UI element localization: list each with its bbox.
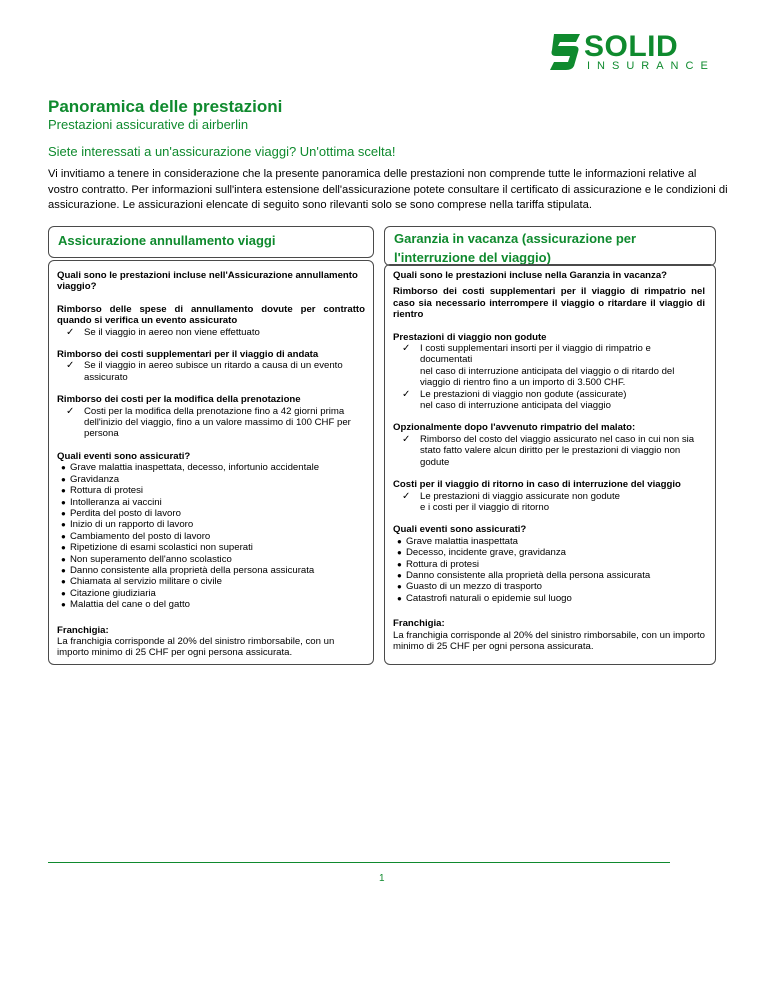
right-section-1-title: Prestazioni di viaggio non godute <box>393 331 547 343</box>
check-item-text: Le prestazioni di viaggio assicurate non godute e i costi per il viaggio di ritorno <box>420 490 621 513</box>
right-franchise <box>393 618 705 652</box>
left-section-1-title: Rimborso delle spese di annullamento dovute per contratto quando si verifica un evento assicurato <box>57 303 365 327</box>
check-item-text: Costi per la modifica della prenotazione fino a 42 giorni prima dell'inizio del viaggio, fino a un valore massimo di 100 CHF per persona <box>84 405 351 440</box>
list-item-text: Rottura di protesi <box>70 485 144 497</box>
list-item <box>61 519 365 530</box>
list-item-text: Gravidanza <box>70 473 120 485</box>
list-item-text: Grave malattia inaspettata, decesso, infortunio accidentale <box>70 462 320 474</box>
solid-logo-mark-icon <box>548 32 582 72</box>
bullet-icon: ● <box>61 531 66 541</box>
list-item <box>61 554 365 565</box>
check-item-text: Le prestazioni di viaggio non godute (assicurate) nel caso di interruzione anticipata del viaggio <box>420 388 627 412</box>
right-intro-title: Rimborso dei costi supplementari per il viaggio di rimpatrio nel caso sia necessario interrompere il viaggio o ritardare il viaggio di rientro <box>393 286 705 321</box>
check-icon: ✓ <box>402 490 411 502</box>
right-franchise-title: Franchigia: <box>393 618 445 630</box>
bullet-icon: ● <box>61 565 66 575</box>
bullet-icon: ● <box>61 508 66 518</box>
right-content <box>393 270 705 652</box>
right-events <box>393 524 705 604</box>
right-section-2-title: Opzionalmente dopo l'avvenuto rimpatrio del malato: <box>393 422 636 434</box>
left-events <box>57 451 365 611</box>
check-item-text: Se il viaggio in aereo subisce un ritardo a causa di un evento assicurato <box>84 360 343 383</box>
list-item <box>61 599 365 610</box>
list-item <box>397 593 705 604</box>
right-section-3-title: Costi per il viaggio di ritorno in caso di interruzione del viaggio <box>393 479 681 491</box>
right-section-3 <box>393 479 705 513</box>
list-item <box>61 462 365 473</box>
check-item <box>402 491 705 514</box>
list-item-text: Catastrofi naturali o epidemie sul luogo <box>406 592 572 604</box>
bullet-icon: ● <box>61 520 66 530</box>
list-item <box>61 508 365 519</box>
list-item-text: Cambiamento del posto di lavoro <box>70 530 211 542</box>
bullet-icon: ● <box>397 593 402 603</box>
list-item <box>397 536 705 547</box>
left-section-2 <box>57 349 365 383</box>
bullet-icon: ● <box>397 559 402 569</box>
bullet-icon: ● <box>61 600 66 610</box>
bullet-icon: ● <box>61 497 66 507</box>
left-content <box>57 270 365 659</box>
check-item-text: I costi supplementari insorti per il viaggio di rimpatrio e documentati nel caso di interruzione anticipata del viaggio o di ritardo del viaggio di rientro fino a un importo di 3.500 CHF. <box>420 343 675 389</box>
list-item <box>61 531 365 542</box>
bullet-icon: ● <box>61 577 66 587</box>
list-item <box>397 547 705 558</box>
list-item <box>61 497 365 508</box>
page-subtitle: Prestazioni assicurative di airberlin <box>48 117 249 132</box>
list-item-text: Danno consistente alla proprietà della persona assicurata <box>70 564 315 576</box>
list-item-text: Grave malattia inaspettata <box>406 535 518 547</box>
right-header-title: Garanzia in vacanza (assicurazione per l'interruzione del viaggio) <box>394 231 637 265</box>
check-icon: ✓ <box>402 433 411 445</box>
list-item <box>61 576 365 587</box>
list-item <box>397 581 705 592</box>
check-icon: ✓ <box>66 360 75 372</box>
bullet-icon: ● <box>61 486 66 496</box>
list-item <box>61 588 365 599</box>
list-item-text: Danno consistente alla proprietà della persona assicurata <box>406 569 651 581</box>
right-events-title: Quali eventi sono assicurati? <box>393 524 527 536</box>
bullet-icon: ● <box>397 536 402 546</box>
check-item <box>66 360 365 383</box>
bullet-icon: ● <box>397 570 402 580</box>
list-item-text: Chiamata al servizio militare o civile <box>70 576 222 588</box>
logo-sub-text: INSURANCE <box>587 60 715 72</box>
list-item-text: Ripetizione di esami scolastici non superati <box>70 542 253 554</box>
bullet-icon: ● <box>61 463 66 473</box>
check-icon: ✓ <box>402 343 411 355</box>
check-item <box>66 406 365 440</box>
left-question: Quali sono le prestazioni incluse nell'Assicurazione annullamento viaggio? <box>57 270 358 293</box>
left-section-2-title: Rimborso dei costi supplementari per il viaggio di andata <box>57 349 319 361</box>
check-icon: ✓ <box>66 405 75 417</box>
list-item-text: Decesso, incidente grave, gravidanza <box>406 547 566 559</box>
solid-insurance-logo <box>548 30 715 76</box>
intro-question: Siete interessati a un'assicurazione viaggi? Un'ottima scelta! <box>48 144 396 159</box>
logo-brand-text: SOLID <box>584 30 679 63</box>
bullet-icon: ● <box>61 554 66 564</box>
bullet-icon: ● <box>397 548 402 558</box>
check-icon: ✓ <box>402 388 411 400</box>
list-item <box>61 542 365 553</box>
intro-paragraph: Vi invitiamo a tenere in considerazione che la presente panoramica delle prestazioni non comprende tutte le informazioni relative al vostro contratto. Per informazioni sull'intera estensione dell'assicurazione potete consultare il certificato di assicurazione e le condizioni di assicurazione. Le assicurazioni elencate di seguito sono rilevanti solo se sono comprese nella tariffa stipulata. <box>48 168 728 211</box>
right-section-2 <box>393 422 705 468</box>
right-franchise-text: La franchigia corrisponde al 20% del sinistro rimborsabile, con un importo minimo di 25 CHF per ogni persona assicurata. <box>393 629 705 652</box>
bullet-icon: ● <box>61 588 66 598</box>
right-section-1 <box>393 332 705 412</box>
check-item <box>66 327 365 338</box>
bullet-icon: ● <box>61 474 66 484</box>
check-icon: ✓ <box>66 326 75 338</box>
bullet-icon: ● <box>61 543 66 553</box>
list-item <box>397 559 705 570</box>
list-item <box>61 565 365 576</box>
list-item-text: Rottura di protesi <box>406 558 480 570</box>
left-events-title: Quali eventi sono assicurati? <box>57 450 191 462</box>
left-section-3-title: Rimborso dei costi per la modifica della prenotazione <box>57 394 301 406</box>
list-item <box>61 474 365 485</box>
list-item-text: Citazione giudiziaria <box>70 587 156 599</box>
check-item <box>402 343 705 389</box>
left-section-1 <box>57 304 365 338</box>
list-item-text: Guasto di un mezzo di trasporto <box>406 581 542 593</box>
list-item-text: Perdita del posto di lavoro <box>70 507 181 519</box>
check-item-text: Rimborso del costo del viaggio assicurato nel caso in cui non sia stato fatto valere alcun diritto per le prestazioni di viaggio non godute <box>420 433 695 468</box>
check-item-text: Se il viaggio in aereo non viene effettuato <box>84 326 260 338</box>
check-item <box>402 389 705 412</box>
footer-divider <box>48 862 670 863</box>
list-item-text: Malattia del cane o del gatto <box>70 599 191 611</box>
check-item <box>402 434 705 468</box>
left-franchise-text: La franchigia corrisponde al 20% del sinistro rimborsabile, con un importo minimo di 25 CHF per ogni persona assicurata. <box>57 635 335 659</box>
left-franchise-title: Franchigia: <box>57 624 109 636</box>
bullet-icon: ● <box>397 582 402 592</box>
page-title: Panoramica delle prestazioni <box>48 97 283 116</box>
list-item-text: Inizio di un rapporto di lavoro <box>70 519 194 531</box>
left-franchise <box>57 625 365 659</box>
list-item-text: Non superamento dell'anno scolastico <box>70 553 232 565</box>
page-number: 1 <box>379 873 385 884</box>
left-section-3 <box>57 394 365 440</box>
left-header-title: Assicurazione annullamento viaggi <box>58 233 276 248</box>
list-item <box>61 485 365 496</box>
list-item-text: Intolleranza ai vaccini <box>70 496 162 508</box>
list-item <box>397 570 705 581</box>
right-question: Quali sono le prestazioni incluse nella Garanzia in vacanza? <box>393 270 668 281</box>
